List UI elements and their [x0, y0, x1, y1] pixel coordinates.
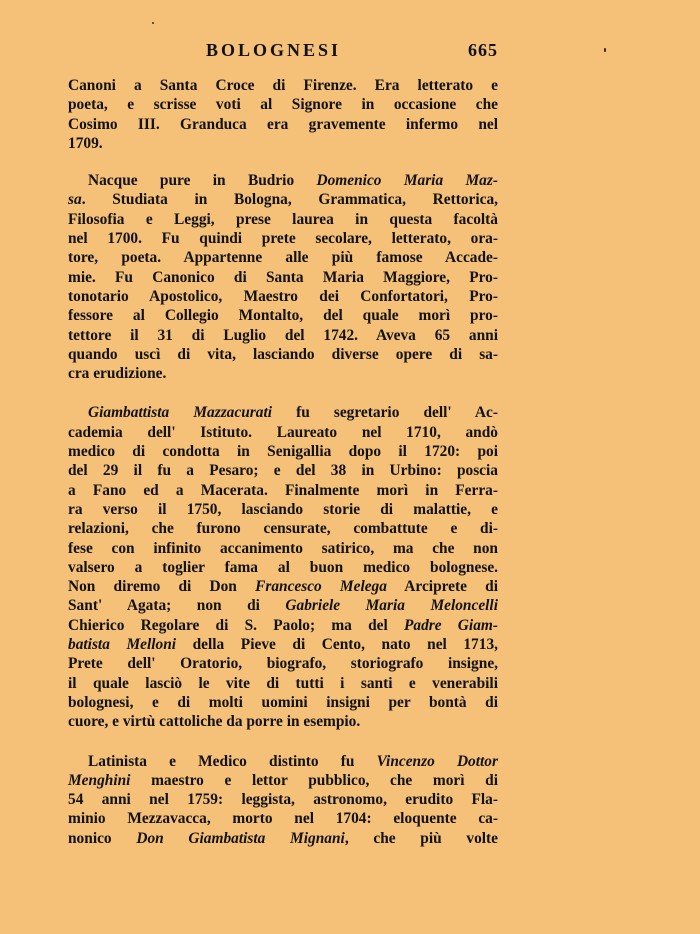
text-line: minio Mezzavacca, morto nel 1704: eloquente ca- [68, 810, 498, 828]
text-line: cademia dell' Istituto. Laureato nel 1710, andò [68, 423, 498, 441]
person-name: Don Giambatista Mignani [136, 829, 345, 847]
text-line: 1709. [68, 134, 103, 152]
text-run: , che più volte [344, 829, 498, 847]
paragraph-gap [68, 732, 498, 752]
text-run: . Studiata in Bologna, Grammatica, Rettorica, [81, 191, 498, 209]
page-number: 665 [468, 40, 498, 60]
text-line [68, 635, 498, 654]
text-line: tettore il 31 di Luglio del 1742. Aveva 65 anni [68, 326, 498, 344]
text-line: medico di condotta in Senigallia dopo il 1720: poi [68, 443, 498, 461]
text-line: a Fano ed a Macerata. Finalmente morì in Ferra- [68, 481, 498, 499]
paper-speck [152, 22, 154, 24]
text-line [68, 596, 498, 615]
text-line [68, 752, 498, 771]
paper-speck [604, 48, 606, 52]
text-line [68, 577, 498, 596]
text-run: fu segretario dell' Ac- [272, 404, 498, 422]
text-line [68, 403, 498, 422]
person-name: batista Melloni [68, 636, 177, 654]
text-run: maestro e lettor pubblico, che morì di [130, 771, 498, 789]
text-line: Cosimo III. Granduca era gravemente infermo nel [68, 115, 498, 133]
paragraph [68, 76, 498, 153]
text-line: del 29 il fu a Pesaro; e del 38 in Urbino: poscia [68, 462, 498, 480]
text-line: mie. Fu Canonico di Santa Maria Maggiore, Pro- [68, 268, 498, 286]
text-run: Chierico Regolare di S. Paolo; ma del [68, 616, 404, 634]
text-line: quando uscì di vita, lasciando diverse opere di sa- [68, 345, 498, 363]
text-line: cuore, e virtù cattoliche da porre in esempio. [68, 713, 361, 731]
text-line: relazioni, che furono censurate, combattute e di- [68, 520, 498, 538]
text-run: Non diremo di Don [68, 578, 256, 596]
text-line: Filosofia e Leggi, prese laurea in questa facoltà [68, 210, 498, 228]
paragraph [68, 171, 498, 383]
text-line: fese con infinito accanimento satirico, ma che non [68, 539, 498, 557]
text-line: nel 1700. Fu quindi prete secolare, letterato, ora- [68, 230, 498, 248]
body-text [68, 76, 498, 848]
text-line [68, 616, 498, 635]
text-line: tore, poeta. Appartenne alle più famose Accade- [68, 249, 498, 267]
text-line: cra erudizione. [68, 365, 167, 383]
text-line: bolognesi, e di molti uomini insigni per bontà di [68, 693, 498, 711]
text-run: nonico [68, 829, 137, 847]
text-line: tonotario Apostolico, Maestro dei Confortatori, Pro- [68, 287, 498, 305]
paragraph [68, 752, 498, 848]
person-name: Menghini [68, 771, 131, 789]
text-line: il quale lasciò le vite di tutti i santi e venerabili [68, 674, 498, 692]
text-line [68, 829, 498, 848]
person-name: sa [68, 191, 82, 209]
text-run: Sant' Agata; non di [68, 597, 286, 615]
paragraph-gap [68, 383, 498, 403]
text-line [68, 190, 498, 209]
person-name: Domenico Maria Maz- [316, 172, 498, 190]
person-name: Giambattista Mazzacurati [88, 404, 273, 422]
text-line: ra verso il 1750, lasciando storie di malattie, e [68, 500, 498, 518]
text-run: Arciprete di [386, 578, 498, 596]
text-line [68, 771, 498, 790]
paragraph [68, 403, 498, 731]
text-line: fessore al Collegio Montalto, del quale morì pro- [68, 307, 498, 325]
running-title: BOLOGNESI [206, 40, 342, 60]
paragraph-gap [68, 153, 498, 171]
person-name: Vincenzo Dottor [376, 752, 498, 770]
text-run: Nacque pure in Budrio [88, 172, 317, 190]
text-line: valsero a toglier fama al buon medico bolognese. [68, 558, 498, 576]
page-header [68, 40, 498, 64]
text-line: poeta, e scrisse voti al Signore in occasione che [68, 96, 498, 114]
text-line: 54 anni nel 1759: leggista, astronomo, erudito Fla- [68, 791, 498, 809]
text-line: Prete dell' Oratorio, biografo, storiografo insigne, [68, 655, 498, 673]
person-name: Gabriele Maria Meloncelli [285, 597, 498, 615]
person-name: Padre Giam- [403, 616, 498, 634]
text-line [68, 171, 498, 190]
text-run: della Pieve di Cento, nato nel 1713, [176, 636, 498, 654]
text-line: Canoni a Santa Croce di Firenze. Era letterato e [68, 77, 498, 94]
text-run: Latinista e Medico distinto fu [88, 752, 377, 770]
person-name: Francesco Melega [255, 578, 387, 596]
